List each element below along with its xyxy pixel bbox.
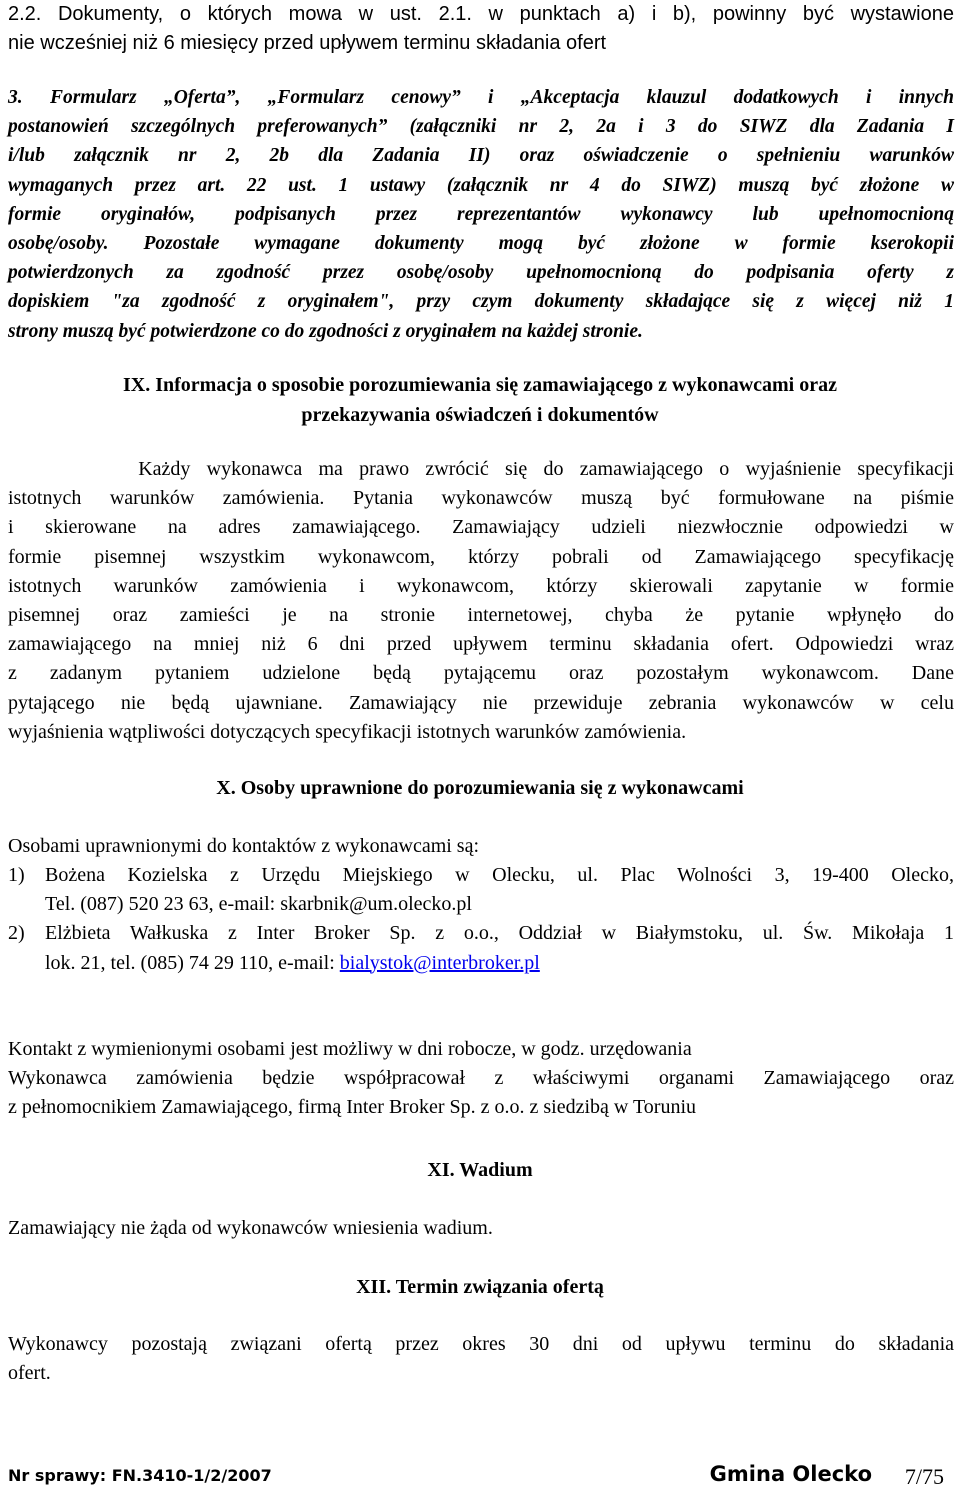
section-9-line: wyjaśnienia wątpliwości dotyczących specyfikacji istotnych warunków zamówienia. (8, 720, 687, 743)
paragraph-3-line: potwierdzonych za zgodność przez osobę/osoby upełnomocnioną do podpisania oferty z (8, 262, 954, 284)
paragraph-2-2-line-2: nie wcześniej niż 6 miesięcy przed upływem terminu składania ofert (8, 32, 607, 55)
section-9-line: Każdy wykonawca ma prawo zwrócić się do zamawiającego o wyjaśnienie specyfikacji (8, 458, 954, 480)
organization-name: Gmina Olecko (709, 1462, 872, 1486)
section-9-line: pytającego nie będą ujawniane. Zamawiający nie przewiduje zebrania wykonawców w celu (8, 691, 954, 714)
page-number: 7/75 (904, 1464, 944, 1489)
section-10-intro (8, 832, 954, 861)
section-9-line: istotnych warunków zamówienia i wykonawcom, którzy skierowali zapytanie w formie (8, 574, 954, 597)
section-9-line: pisemnej oraz zamieści je na stronie internetowej, chyba że pytanie wpłynęło do (8, 604, 954, 627)
section-9-line: i skierowane na adres zamawiającego. Zamawiający udzieli niezwłocznie odpowiedzi w (8, 516, 954, 539)
list-item-line-1: Bożena Kozielska z Urzędu Miejskiego w Olecku, ul. Plac Wolności 3, 19-400 Olecko, (45, 864, 954, 886)
page-footer (0, 1462, 960, 1494)
section-11-heading: XI. Wadium (427, 1159, 533, 1181)
section-11-text: Zamawiający nie żąda od wykonawców wniesienia wadium. (8, 1217, 493, 1239)
section-9-line: z zadanym pytaniem udzielone będą pytającemu oraz pozostałym wykonawcom. Dane (8, 662, 954, 685)
contact-persons-list (8, 861, 954, 978)
section-11-body (8, 1214, 954, 1243)
list-item-line-1: Elżbieta Wałkuska z Inter Broker Sp. z o.o., Oddział w Białymstoku, ul. Św. Mikołaja 1 (45, 922, 954, 945)
section-9-line: istotnych warunków zamówienia. Pytania wykonawców muszą być formułowane na piśmie (8, 487, 954, 510)
paragraph-3-line: 3. Formularz „Oferta”, „Formularz cenowy” i „Akceptacja klauzul dodatkowych i innych (8, 87, 954, 108)
case-number: Nr sprawy: FN.3410-1/2/2007 (8, 1466, 272, 1485)
list-item-line-2: Tel. (087) 520 23 63, e-mail: skarbnik@um.olecko.pl (45, 893, 472, 916)
contact-paragraph (8, 1035, 954, 1123)
section-9-heading (0, 370, 960, 430)
contact-line: z pełnomocnikiem Zamawiającego, firmą Inter Broker Sp. z o.o. z siedzibą w Toruniu (8, 1096, 697, 1119)
paragraph-2-2 (8, 0, 954, 58)
list-item-number: 2) (8, 922, 25, 945)
list-item-line-2-prefix: lok. 21, tel. (085) 74 29 110, e-mail: (45, 951, 340, 974)
section-10-heading: X. Osoby uprawnione do porozumiewania się z wykonawcami (216, 777, 744, 799)
section-9-body (8, 455, 954, 747)
section-12-line-2: ofert. (8, 1362, 51, 1385)
list-item-line-2 (45, 949, 954, 978)
paragraph-3-line: osobę/osoby. Pozostałe wymagane dokumenty mogą być złożone w formie kserokopii (8, 233, 954, 255)
list-item (8, 919, 954, 977)
section-9-line: formie pisemnej wszystkim wykonawcom, którzy pobrali od Zamawiającego specyfikację (8, 545, 954, 568)
paragraph-3 (8, 83, 954, 346)
section-10-intro-text: Osobami uprawnionymi do kontaktów z wykonawcami są: (8, 835, 480, 857)
paragraph-3-line: dopiskiem "za zgodność z oryginałem", przy czym dokumenty składające się z więcej niż 1 (8, 291, 954, 313)
contact-line: Kontakt z wymienionymi osobami jest możliwy w dni robocze, w godz. urzędowania (8, 1038, 692, 1060)
section-12-line-1: Wykonawcy pozostają związani ofertą przez okres 30 dni od upływu terminu do składania (8, 1333, 954, 1355)
section-9-heading-line-2: przekazywania oświadczeń i dokumentów (301, 404, 659, 426)
paragraph-2-2-line-1: 2.2. Dokumenty, o których mowa w ust. 2.1. w punktach a) i b), powinny być wystawione (8, 3, 954, 25)
paragraph-3-line: postanowień szczególnych preferowanych” (załączniki nr 2, 2a i 3 do SIWZ dla Zadania I (8, 116, 954, 138)
paragraph-3-line: formie oryginałów, podpisanych przez reprezentantów wykonawcy lub upełnomocnioną (8, 203, 954, 225)
paragraph-3-line: strony muszą być potwierdzone co do zgodności z oryginałem na każdej stronie. (8, 320, 643, 342)
section-12-heading: XII. Termin związania ofertą (356, 1276, 604, 1298)
section-9-heading-line-1: IX. Informacja o sposobie porozumiewania się zamawiającego z wykonawcami oraz (123, 374, 837, 396)
section-9-line: zamawiającego na mniej niż 6 dni przed upływem terminu składania ofert. Odpowiedzi wraz (8, 633, 954, 656)
list-item-number: 1) (8, 864, 25, 886)
list-item (8, 861, 954, 919)
contact-line: Wykonawca zamówienia będzie współpracował z właściwymi organami Zamawiającego oraz (8, 1067, 954, 1090)
section-12-body (8, 1330, 954, 1388)
email-link[interactable]: bialystok@interbroker.pl (339, 951, 540, 974)
paragraph-3-line: wymaganych przez art. 22 ust. 1 ustawy (załącznik nr 4 do SIWZ) muszą być złożone w (8, 174, 954, 196)
paragraph-3-line: i/lub załącznik nr 2, 2b dla Zadania II) oraz oświadczenie o spełnieniu warunków (8, 145, 954, 167)
